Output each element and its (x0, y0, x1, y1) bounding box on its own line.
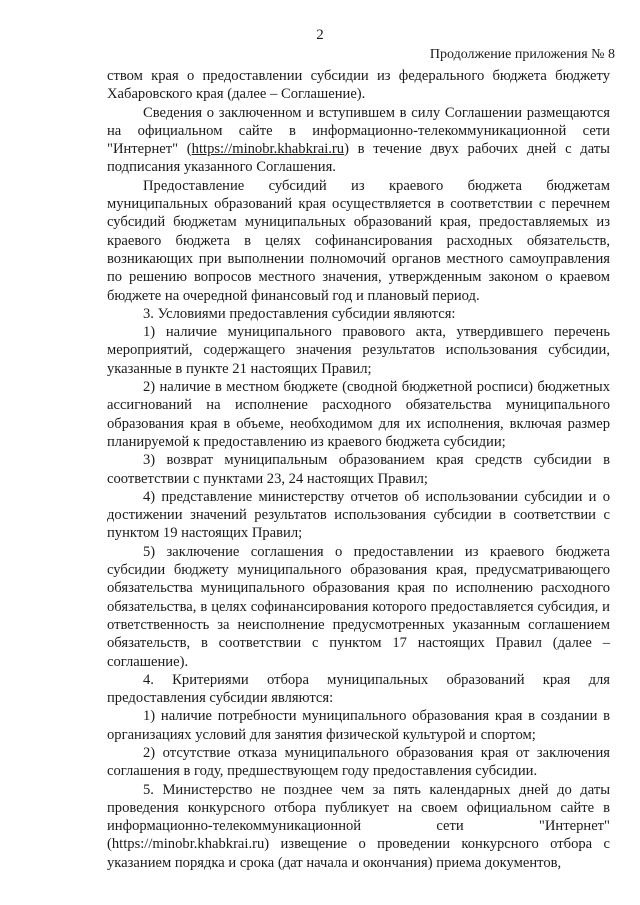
website-link[interactable]: https://minobr.khabkrai.ru (191, 141, 345, 158)
paragraph-criterion-1: 1) наличие потребности муниципального образования края в создании в организациях условий для занятия физической культурой и спортом; (107, 708, 610, 743)
document-body (107, 67, 610, 872)
paragraph-condition-5: 5) заключение соглашения о предоставлении из краевого бюджета субсидии бюджету муниципального образования края, предусматривающего обязательства муниципального образования края по исполнению расходного обязательства, в целях софинансирования которого предоставляется субсидия, и ответственность за неисполнение предусмотренных указанным соглашением обязательств, в соответствии с пунктом 17 настоящих Правил (далее – соглашение). (107, 543, 610, 670)
paragraph-criterion-2: 2) отсутствие отказа муниципального образования края от заключения соглашения в году, предшествующем году предоставления субсидии. (107, 744, 610, 780)
paragraph-condition-2: 2) наличие в местном бюджете (сводной бюджетной росписи) бюджетных ассигнований на исполнение расходного обязательства муниципального образования края в объеме, необходимом для их исполнения, включая размер планируемой к предоставлению из краевого бюджета субсидии; (107, 379, 610, 450)
paragraph-condition-1: 1) наличие муниципального правового акта, утвердившего перечень мероприятий, содержащего значения результатов использования субсидии, указанные в пункте 21 настоящих Правил; (107, 324, 610, 377)
paragraph-section-5: 5. Министерство не позднее чем за пять календарных дней до даты проведения конкурсного отбора публикует на своем официальном сайте в информационно-телекоммуникационной сети "Интернет" (https://minobr.khabkrai.ru) извещение о проведении конкурсного отбора с указанием порядка и срока (дат начала и окончания) приема документов, (107, 781, 610, 871)
appendix-continuation-note: Продолжение приложения № 8 (429, 47, 615, 62)
paragraph-condition-4: 4) представление министерству отчетов об использовании субсидии и о достижении значений результатов использования субсидии в соответствии с пунктом 19 настоящих Правил; (107, 488, 610, 542)
paragraph-conditions-heading: 3. Условиями предоставления субсидии являются: (143, 305, 456, 322)
paragraph-text: Сведения о заключенном и вступившем в силу Соглашении размещаются на официальном сайте в информационно-телекоммуникационной сети "Интернет" ( (107, 104, 610, 158)
page-number: 2 (316, 27, 324, 43)
paragraph-condition-3: 3) возврат муниципальным образованием края средств субсидии в соответствии с пунктами 23, 24 настоящих Правил; (107, 452, 610, 487)
paragraph-text: ) в течение двух рабочих дней с даты подписания указанного Соглашения. (107, 141, 610, 176)
paragraph-criteria-heading: 4. Критериями отбора муниципальных образований края для предоставления субсидии являются: (107, 671, 610, 707)
paragraph-continuation: ством края о предоставлении субсидии из федерального бюджета бюджету Хабаровского края (далее – Соглашение). (107, 68, 610, 103)
paragraph-subsidy-provision: Предоставление субсидий из краевого бюджета бюджетам муниципальных образований края осуществляется в соответствии с перечнем субсидий бюджетам муниципальных образований края, предоставляемых из краевого бюджета в целях софинансирования расходных обязательств, возникающих при выполнении полномочий органов местного самоуправления по решению вопросов местного значения, утвержденным законом о краевом бюджете на очередной финансовый год и плановый период. (107, 177, 610, 304)
paragraph-agreement-publication (107, 104, 610, 177)
